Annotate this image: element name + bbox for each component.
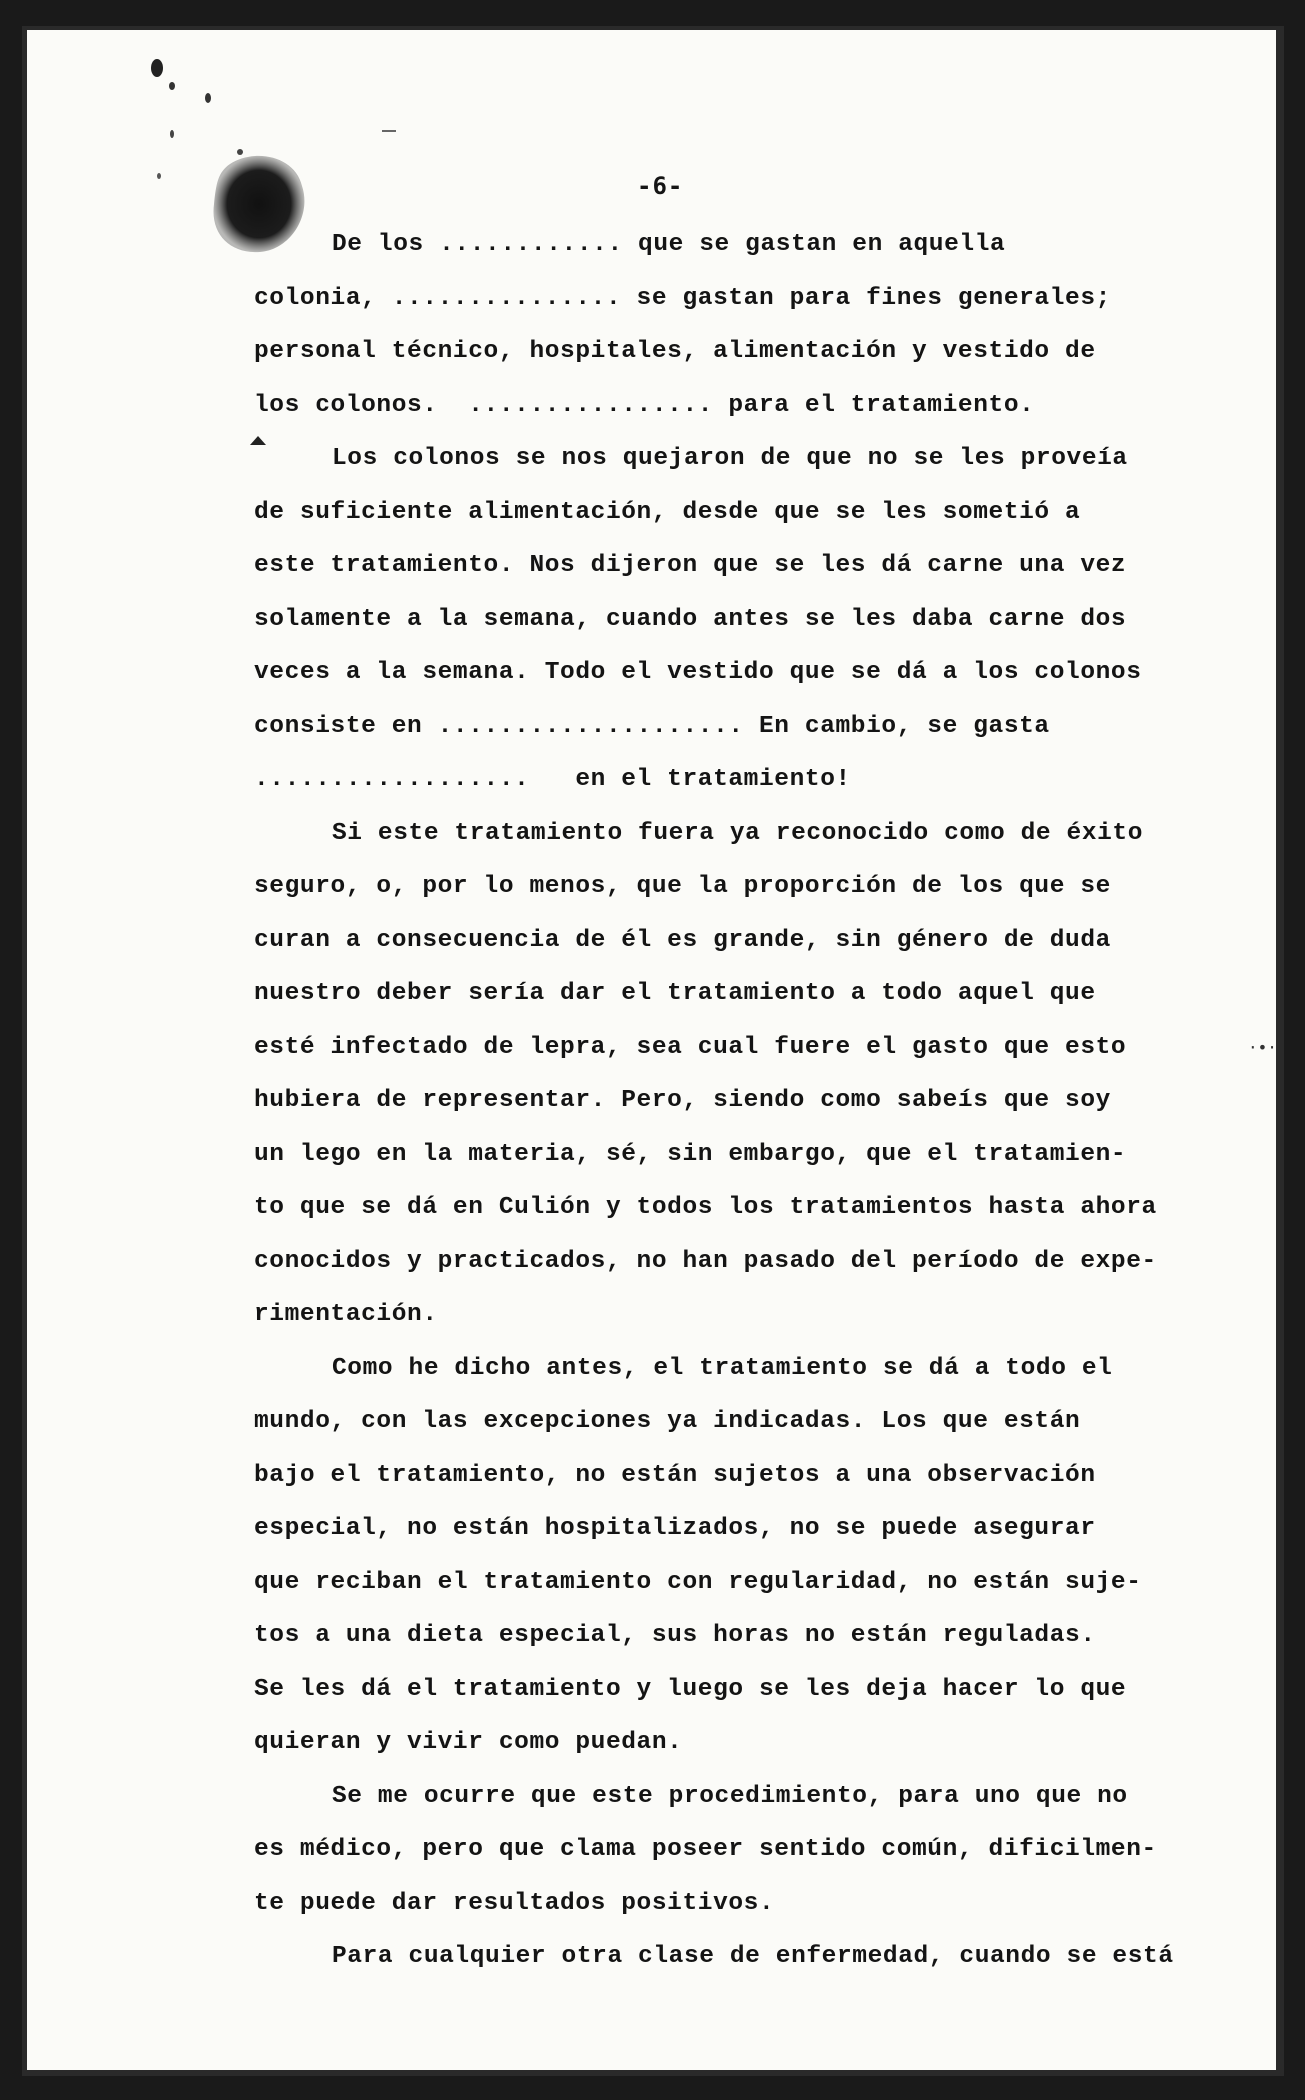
text-line: Se me ocurre que este procedimiento, para uno que no [332,1782,1128,1810]
text-line: conocidos y practicados, no han pasado del período de expe- [254,1247,1157,1275]
text-line: los colonos. ................ para el tratamiento. [254,391,1035,419]
text-line: colonia, ............... se gastan para fines generales; [254,284,1111,312]
margin-dot: ·•· [1248,1038,1277,1057]
text-line: de suficiente alimentación, desde que se les sometió a [254,498,1081,526]
text-line: Los colonos se nos quejaron de que no se les proveía [332,445,1128,472]
text-line: .................. en el tratamiento! [254,766,851,793]
text-line: bajo el tratamiento, no están sujetos a una observación [254,1461,1096,1489]
text-line: Si este tratamiento fuera ya reconocido como de éxito [332,819,1144,847]
text-line: mundo, con las excepciones ya indicadas. Los que están [254,1408,1081,1435]
page-number: -6- [637,172,684,200]
text-line: to que se dá en Culión y todos los tratamientos hasta ahora [254,1194,1157,1221]
text-line: solamente a la semana, cuando antes se les daba carne dos [254,605,1127,633]
text-line: hubiera de representar. Pero, siendo como sabeís que soy [254,1087,1111,1114]
text-line: rimentación. [254,1301,438,1328]
text-line: Como he dicho antes, el tratamiento se dá a todo el [332,1354,1113,1382]
text-line: personal técnico, hospitales, alimentación y vestido de [254,338,1096,365]
text-line: De los ............ que se gastan en aquella [332,231,1006,258]
document-body [254,218,1254,1984]
text-line: quieran y vivir como puedan. [254,1729,683,1756]
text-line: este tratamiento. Nos dijeron que se les dá carne una vez [254,552,1127,579]
text-line: curan a consecuencia de él es grande, sin género de duda [254,926,1111,954]
text-line: veces a la semana. Todo el vestido que se dá a los colonos [254,659,1142,686]
text-line: nuestro deber sería dar el tratamiento a todo aquel que [254,980,1096,1007]
text-line: esté infectado de lepra, sea cual fuere el gasto que esto [254,1033,1127,1061]
text-line: tos a una dieta especial, sus horas no están reguladas. [254,1622,1096,1649]
text-line: especial, no están hospitalizados, no se puede asegurar [254,1515,1096,1542]
text-line: seguro, o, por lo menos, que la proporción de los que se [254,873,1111,900]
text-line: un lego en la materia, sé, sin embargo, que el tratamien- [254,1140,1127,1168]
text-line: que reciban el tratamiento con regularidad, no están suje- [254,1568,1142,1596]
text-line: Se les dá el tratamiento y luego se les deja hacer lo que [254,1675,1127,1703]
text-line: es médico, pero que clama poseer sentido común, dificilmen- [254,1836,1157,1863]
text-line: te puede dar resultados positivos. [254,1889,775,1917]
text-line: Para cualquier otra clase de enfermedad, cuando se está [332,1943,1174,1970]
text-line: consiste en .................... En cambio, se gasta [254,712,1050,740]
